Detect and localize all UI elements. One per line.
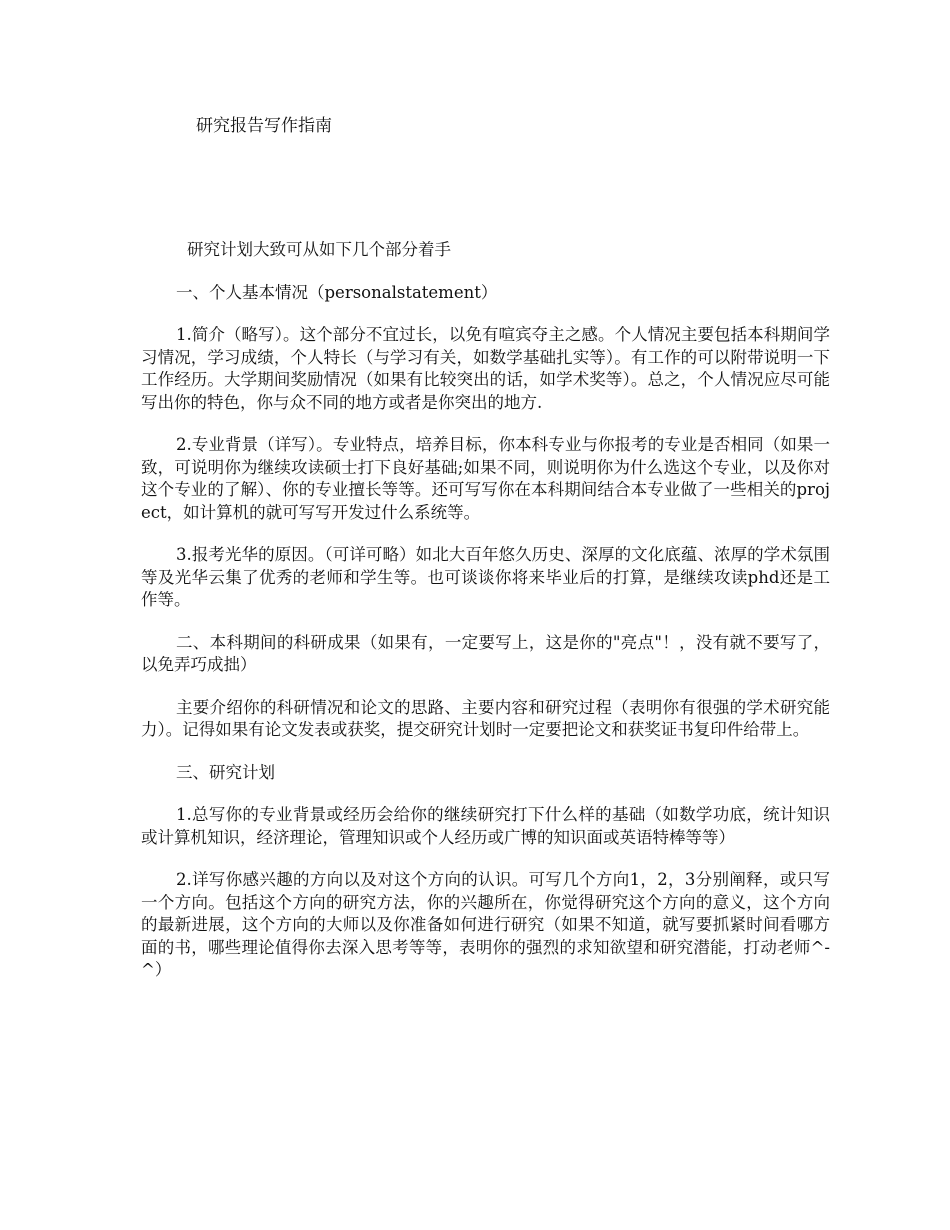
intro-line: 研究计划大致可从如下几个部分着手 <box>187 240 451 259</box>
document-title: 研究报告写作指南 <box>196 116 332 136</box>
paragraph-intro-summary: 1.简介（略写）。这个部分不宜过长，以免有喧宾夺主之感。个人情况主要包括本科期间学习情况，学习成绩，个人特长（与学习有关，如数学基础扎实等）。有工作的可以附带说明一下工作经历。大学期间奖励情况（如果有比较突出的话，如学术奖等）。总之，个人情况应尽可能写出你的特色，你与众不同的地方或者是你突出的地方. <box>141 325 830 412</box>
paragraph-plan-direction: 2.详写你感兴趣的方向以及对这个方向的认识。可写几个方向1，2，3分别阐释，或只写一个方向。包括这个方向的研究方法，你的兴趣所在，你觉得研究这个方向的意义，这个方向的最新进展，这个方向的大师以及你准备如何进行研究（如果不知道，就写要抓紧时间看哪方面的书，哪些理论值得你去深入思考等等，表明你的强烈的求知欲望和研究潜能，打动老师^-^） <box>141 870 830 979</box>
section-heading-research-plan: 三、研究计划 <box>176 762 275 782</box>
section-heading-research-results: 二、本科期间的科研成果（如果有，一定要写上，这是你的"亮点"！，没有就不要写了，以免弄巧成拙） <box>141 632 830 674</box>
paragraph-major-background: 2.专业背景（详写）。专业特点，培养目标，你本科专业与你报考的专业是否相同（如果一致，可说明你为继续攻读硕士打下良好基础;如果不同，则说明你为什么选这个专业，以及你对这个专业的了解）、你的专业擅长等等。还可写写你在本科期间结合本专业做了一些相关的project，如计算机的就可写写开发过什么系统等。 <box>141 435 830 522</box>
paragraph-plan-foundation: 1.总写你的专业背景或经历会给你的继续研究打下什么样的基础（如数学功底，统计知识或计算机知识，经济理论，管理知识或个人经历或广博的知识面或英语特棒等等） <box>141 805 830 847</box>
paragraph-application-reason: 3.报考光华的原因。（可详可略）如北大百年悠久历史、深厚的文化底蕴、浓厚的学术氛围等及光华云集了优秀的老师和学生等。也可谈谈你将来毕业后的打算，是继续攻读phd还是工作等。 <box>141 545 830 609</box>
paragraph-research-results: 主要介绍你的科研情况和论文的思路、主要内容和研究过程（表明你有很强的学术研究能力）。记得如果有论文发表或获奖，提交研究计划时一定要把论文和获奖证书复印件给带上。 <box>141 697 830 739</box>
document-body <box>141 239 830 1002</box>
section-heading-personal: 一、个人基本情况（personalstatement） <box>176 282 498 302</box>
